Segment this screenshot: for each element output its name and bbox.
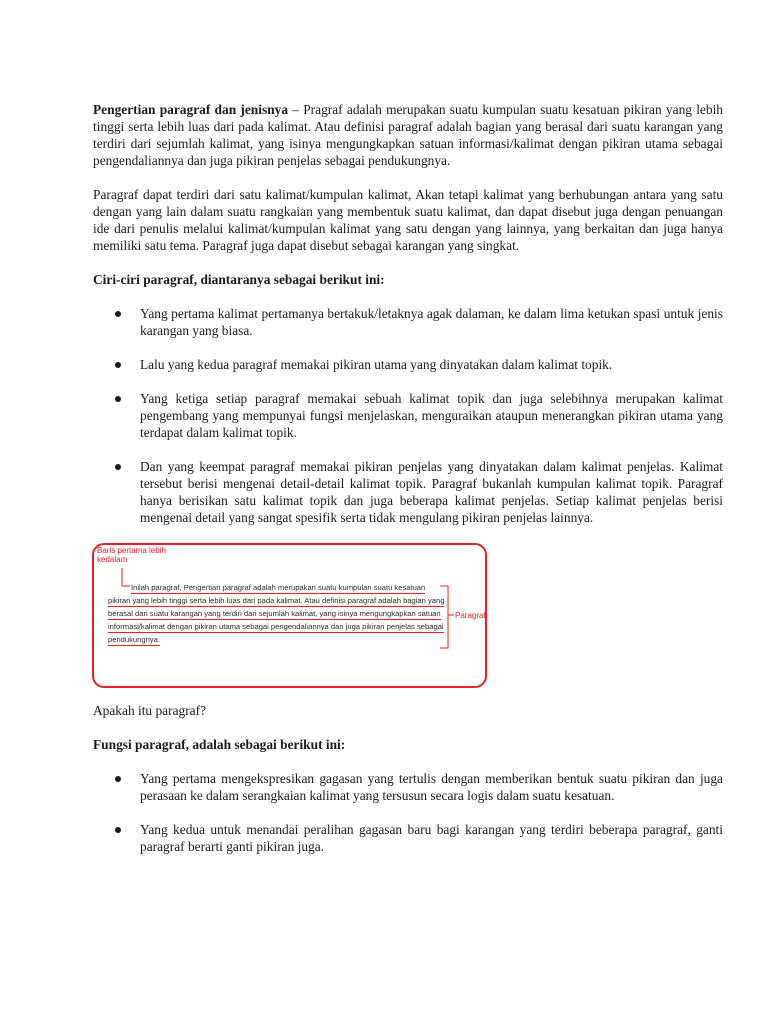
figure-sample-text: Inilah paragraf, Pengertian paragraf adalah merupakan suatu kumpulan suatu kesatuan pikiran yang lebih tinggi serta lebih luas dari pada kalimat. Atau definisi paragraf adalah bagian yang berasal dari suatu karangan yang terdiri dari sejumlah kalimat, yang isinya mengungkapkan satuan informasi/kalimat dengan pikiran utama sebagai pengendaliannya dan juga pikiran penjelas sebagai pendukungnya.: [108, 583, 445, 644]
ciri-heading: Ciri-ciri paragraf, diantaranya sebagai berikut ini:: [93, 272, 385, 287]
ciri-list: [93, 305, 723, 526]
figure-caption: Apakah itu paragraf?: [93, 703, 207, 718]
ciri-item-3: Yang ketiga setiap paragraf memakai sebuah kalimat topik dan juga selebihnya merupakan kalimat pengembang yang mempunyai fungsi menjelaskan, menguraikan ataupun menerangkan pikiran utama yang terdapat dalam kalimat topik.: [93, 390, 723, 441]
fungsi-item-2: Yang kedua untuk menandai peralihan gagasan baru bagi karangan yang terdiri beberapa paragraf, ganti paragraf berarti ganti pikiran juga.: [93, 821, 723, 855]
fungsi-list: [93, 770, 723, 855]
figure-sample-paragraph: [108, 581, 446, 646]
paragraph-2: Paragraf dapat terdiri dari satu kalimat/kumpulan kalimat, Akan tetapi kalimat yang berhubungan antara yang satu dengan yang lain dalam suatu rangkaian yang membentuk suatu kalimat, dan dapat disebut juga dengan penuangan ide dari penulis melalui kalimat/kumpulan kalimat yang satu dengan yang lainnya, yang berkaitan dan juga hanya memiliki satu tema. Paragraf juga dapat disebut sebagai karangan yang singkat.: [93, 187, 723, 253]
paragraph-figure: [92, 543, 487, 688]
figure-label-paragraf: Paragraf: [455, 611, 486, 620]
intro-paragraph: [93, 101, 723, 169]
intro-title: Pengertian paragraf dan jenisnya: [93, 102, 289, 117]
intro-text: – Pragraf adalah merupakan suatu kumpulan suatu kesatuan pikiran yang lebih tinggi serta lebih luas dari pada kalimat. Atau definisi paragraf adalah bagian yang berasal dari suatu karangan yang terdiri dari sejumlah kalimat, yang isinya mengungkapkan satuan informasi/kalimat dengan pikiran utama sebagai pengendaliannya dan juga pikiran penjelas sebagai pendukungnya.: [93, 102, 723, 168]
ciri-item-2: Lalu yang kedua paragraf memakai pikiran utama yang dinyatakan dalam kalimat topik.: [93, 356, 723, 373]
figure-label-indent: Baris pertama lebih kedalam: [97, 546, 166, 564]
ciri-item-4: Dan yang keempat paragraf memakai pikiran penjelas yang dinyatakan dalam kalimat penjelas. Kalimat tersebut berisi mengenai detail-detail kalimat topik. Paragraf bukanlah kumpulan kalimat topik. Paragraf hanya berisikan satu kalimat topik dan juga beberapa kalimat penjelas. Setiap kalimat penjelas berisi mengenai detail yang sangat spesifik serta tidak mengulang pikiran penjelas lainnya.: [93, 458, 723, 526]
fungsi-heading: Fungsi paragraf, adalah sebagai berikut ini:: [93, 737, 346, 752]
ciri-item-1: Yang pertama kalimat pertamanya bertakuk/letaknya agak dalaman, ke dalam lima ketukan spasi untuk jenis karangan yang biasa.: [93, 305, 723, 339]
fungsi-item-1: Yang pertama mengekspresikan gagasan yang tertulis dengan memberikan bentuk suatu pikiran dan juga perasaan ke dalam serangkaian kalimat yang tersusun secara logis dalam suatu kesatuan.: [93, 770, 723, 804]
document-body: [93, 101, 723, 872]
